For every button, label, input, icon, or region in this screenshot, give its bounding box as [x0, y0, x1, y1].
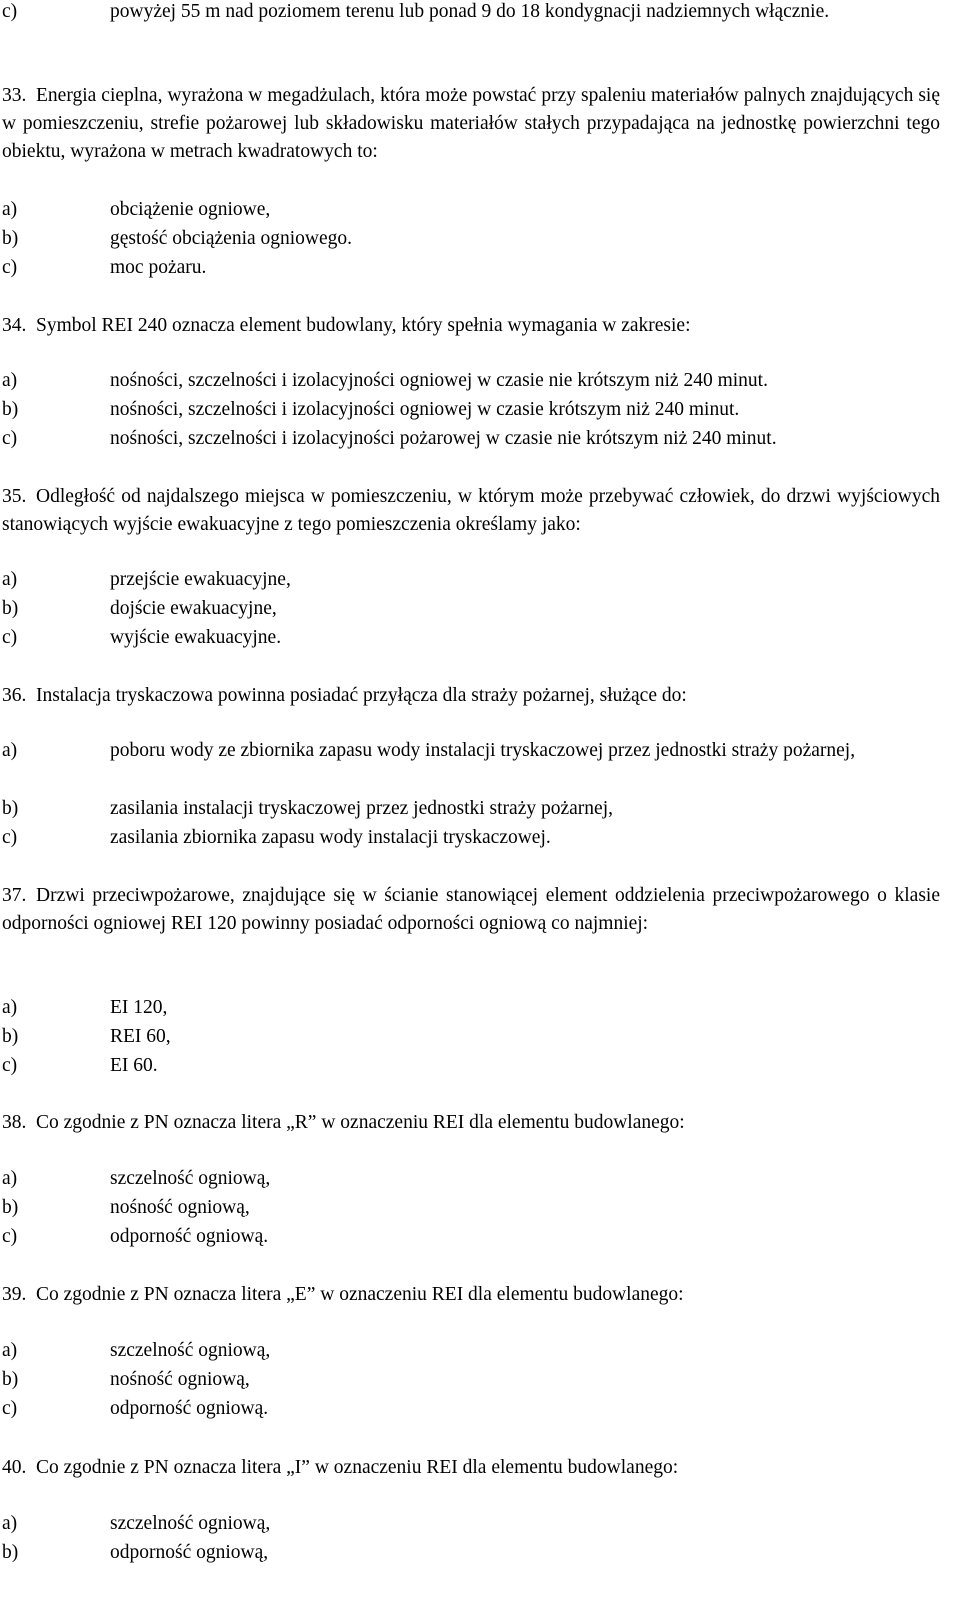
option-text: odporność ogniową. — [110, 1226, 269, 1247]
question-text: Co zgodnie z PN oznacza litera „I” w oznaczeniu REI dla elementu budowlanego: — [36, 1457, 679, 1478]
question-37-option-c — [2, 1052, 940, 1080]
question-38 — [2, 1109, 940, 1137]
option-letter: c) — [2, 428, 18, 449]
option-letter: b) — [2, 798, 19, 819]
option-text: REI 60, — [110, 1026, 171, 1047]
question-text: Drzwi przeciwpożarowe, znajdujące się w ścianie stanowiącej element oddzielenia przeciwpożarowego o klasie odporności ogniowej REI 120 powinny posiadać odporności ogniową co najmniej: — [2, 885, 940, 934]
option-text: odporność ogniową. — [110, 1398, 269, 1419]
option-text: nośność ogniową, — [110, 1369, 250, 1390]
option-text: moc pożaru. — [110, 257, 207, 278]
question-34 — [2, 312, 940, 340]
option-text: zasilania instalacji tryskaczowej przez jednostki straży pożarnej, — [110, 798, 613, 819]
option-letter: b) — [2, 1542, 19, 1563]
option-text: EI 120, — [110, 997, 168, 1018]
question-number: 39. — [2, 1284, 27, 1305]
question-40-option-b — [2, 1539, 940, 1567]
option-letter: c) — [2, 627, 18, 648]
question-35-option-b — [2, 595, 940, 623]
question-number: 38. — [2, 1112, 27, 1133]
question-number: 37. — [2, 885, 27, 906]
question-35-option-c — [2, 624, 940, 652]
question-39-option-b — [2, 1366, 940, 1394]
option-text: zasilania zbiornika zapasu wody instalacji tryskaczowej. — [110, 827, 551, 848]
option-text: przejście ewakuacyjne, — [110, 569, 291, 590]
question-33 — [2, 82, 940, 166]
question-33-option-c — [2, 254, 940, 282]
option-letter: a) — [2, 1340, 18, 1361]
question-37 — [2, 882, 940, 938]
option-letter: a) — [2, 997, 18, 1018]
question-37-option-b — [2, 1023, 940, 1051]
question-33-option-b — [2, 225, 940, 253]
question-40-option-a — [2, 1510, 940, 1538]
option-text: wyjście ewakuacyjne. — [110, 627, 282, 648]
question-40 — [2, 1454, 940, 1482]
question-38-option-c — [2, 1223, 940, 1251]
question-38-option-a — [2, 1165, 940, 1193]
question-35 — [2, 483, 940, 539]
question-text: Co zgodnie z PN oznacza litera „E” w oznaczeniu REI dla elementu budowlanego: — [36, 1284, 684, 1305]
option-text: obciążenie ogniowe, — [110, 199, 271, 220]
question-text: Symbol REI 240 oznacza element budowlany, który spełnia wymagania w zakresie: — [36, 315, 691, 336]
option-letter: c) — [2, 1226, 18, 1247]
question-37-option-a — [2, 994, 940, 1022]
option-letter: c) — [2, 827, 18, 848]
option-letter: a) — [2, 740, 18, 761]
option-letter: c) — [2, 1055, 18, 1076]
option-letter: c) — [2, 1, 18, 22]
option-text: dojście ewakuacyjne, — [110, 598, 277, 619]
option-letter: c) — [2, 1398, 18, 1419]
option-text: nośność ogniową, — [110, 1197, 250, 1218]
option-text: gęstość obciążenia ogniowego. — [110, 228, 353, 249]
option-text: nośności, szczelności i izolacyjności pożarowej w czasie nie krótszym niż 240 minut. — [110, 428, 777, 449]
option-letter: a) — [2, 199, 18, 220]
option-letter: b) — [2, 228, 19, 249]
option-letter: b) — [2, 1369, 19, 1390]
intro-option — [2, 0, 940, 26]
option-letter: b) — [2, 1197, 19, 1218]
option-letter: a) — [2, 569, 18, 590]
question-text: Odległość od najdalszego miejsca w pomieszczeniu, w którym może przebywać człowiek, do drzwi wyjściowych stanowiących wyjście ewakuacyjne z tego pomieszczenia określamy jako: — [2, 486, 940, 535]
option-text: nośności, szczelności i izolacyjności ogniowej w czasie nie krótszym niż 240 minut. — [110, 370, 768, 391]
question-33-option-a — [2, 196, 940, 224]
question-text: Energia cieplna, wyrażona w megadżulach, która może powstać przy spaleniu materiałów palnych znajdujących się w pomieszczeniu, strefie pożarowej lub składowisku materiałów stałych przypadająca na jednostkę powierzchni tego obiektu, wyrażona w metrach kwadratowych to: — [2, 85, 940, 162]
option-text: EI 60. — [110, 1055, 158, 1076]
question-number: 33. — [2, 85, 27, 106]
question-number: 36. — [2, 685, 27, 706]
option-letter: a) — [2, 1168, 18, 1189]
question-text: Instalacja tryskaczowa powinna posiadać przyłącza dla straży pożarnej, służące do: — [36, 685, 687, 706]
question-text: Co zgodnie z PN oznacza litera „R” w oznaczeniu REI dla elementu budowlanego: — [36, 1112, 685, 1133]
question-number: 40. — [2, 1457, 27, 1478]
option-text: odporność ogniową, — [110, 1542, 269, 1563]
question-number: 35. — [2, 486, 27, 507]
question-35-option-a — [2, 566, 940, 594]
question-34-option-c — [2, 425, 940, 453]
option-letter: a) — [2, 1513, 18, 1534]
question-36-option-a — [2, 737, 940, 765]
option-text: powyżej 55 m nad poziomem terenu lub ponad 9 do 18 kondygnacji nadziemnych włącznie. — [110, 1, 830, 22]
question-34-option-a — [2, 367, 940, 395]
option-letter: b) — [2, 399, 19, 420]
question-number: 34. — [2, 315, 27, 336]
option-letter: b) — [2, 1026, 19, 1047]
question-36-option-c — [2, 824, 940, 852]
question-39 — [2, 1281, 940, 1309]
option-letter: a) — [2, 370, 18, 391]
option-text: nośności, szczelności i izolacyjności ogniowej w czasie krótszym niż 240 minut. — [110, 399, 740, 420]
option-text: poboru wody ze zbiornika zapasu wody instalacji tryskaczowej przez jednostki straży pożarnej, — [110, 740, 856, 761]
question-39-option-c — [2, 1395, 940, 1423]
question-38-option-b — [2, 1194, 940, 1222]
question-36 — [2, 682, 940, 710]
option-text: szczelność ogniową, — [110, 1513, 271, 1534]
question-36-option-b — [2, 795, 940, 823]
option-letter: c) — [2, 257, 18, 278]
option-letter: b) — [2, 598, 19, 619]
question-39-option-a — [2, 1337, 940, 1365]
option-text: szczelność ogniową, — [110, 1340, 271, 1361]
option-text: szczelność ogniową, — [110, 1168, 271, 1189]
question-34-option-b — [2, 396, 940, 424]
